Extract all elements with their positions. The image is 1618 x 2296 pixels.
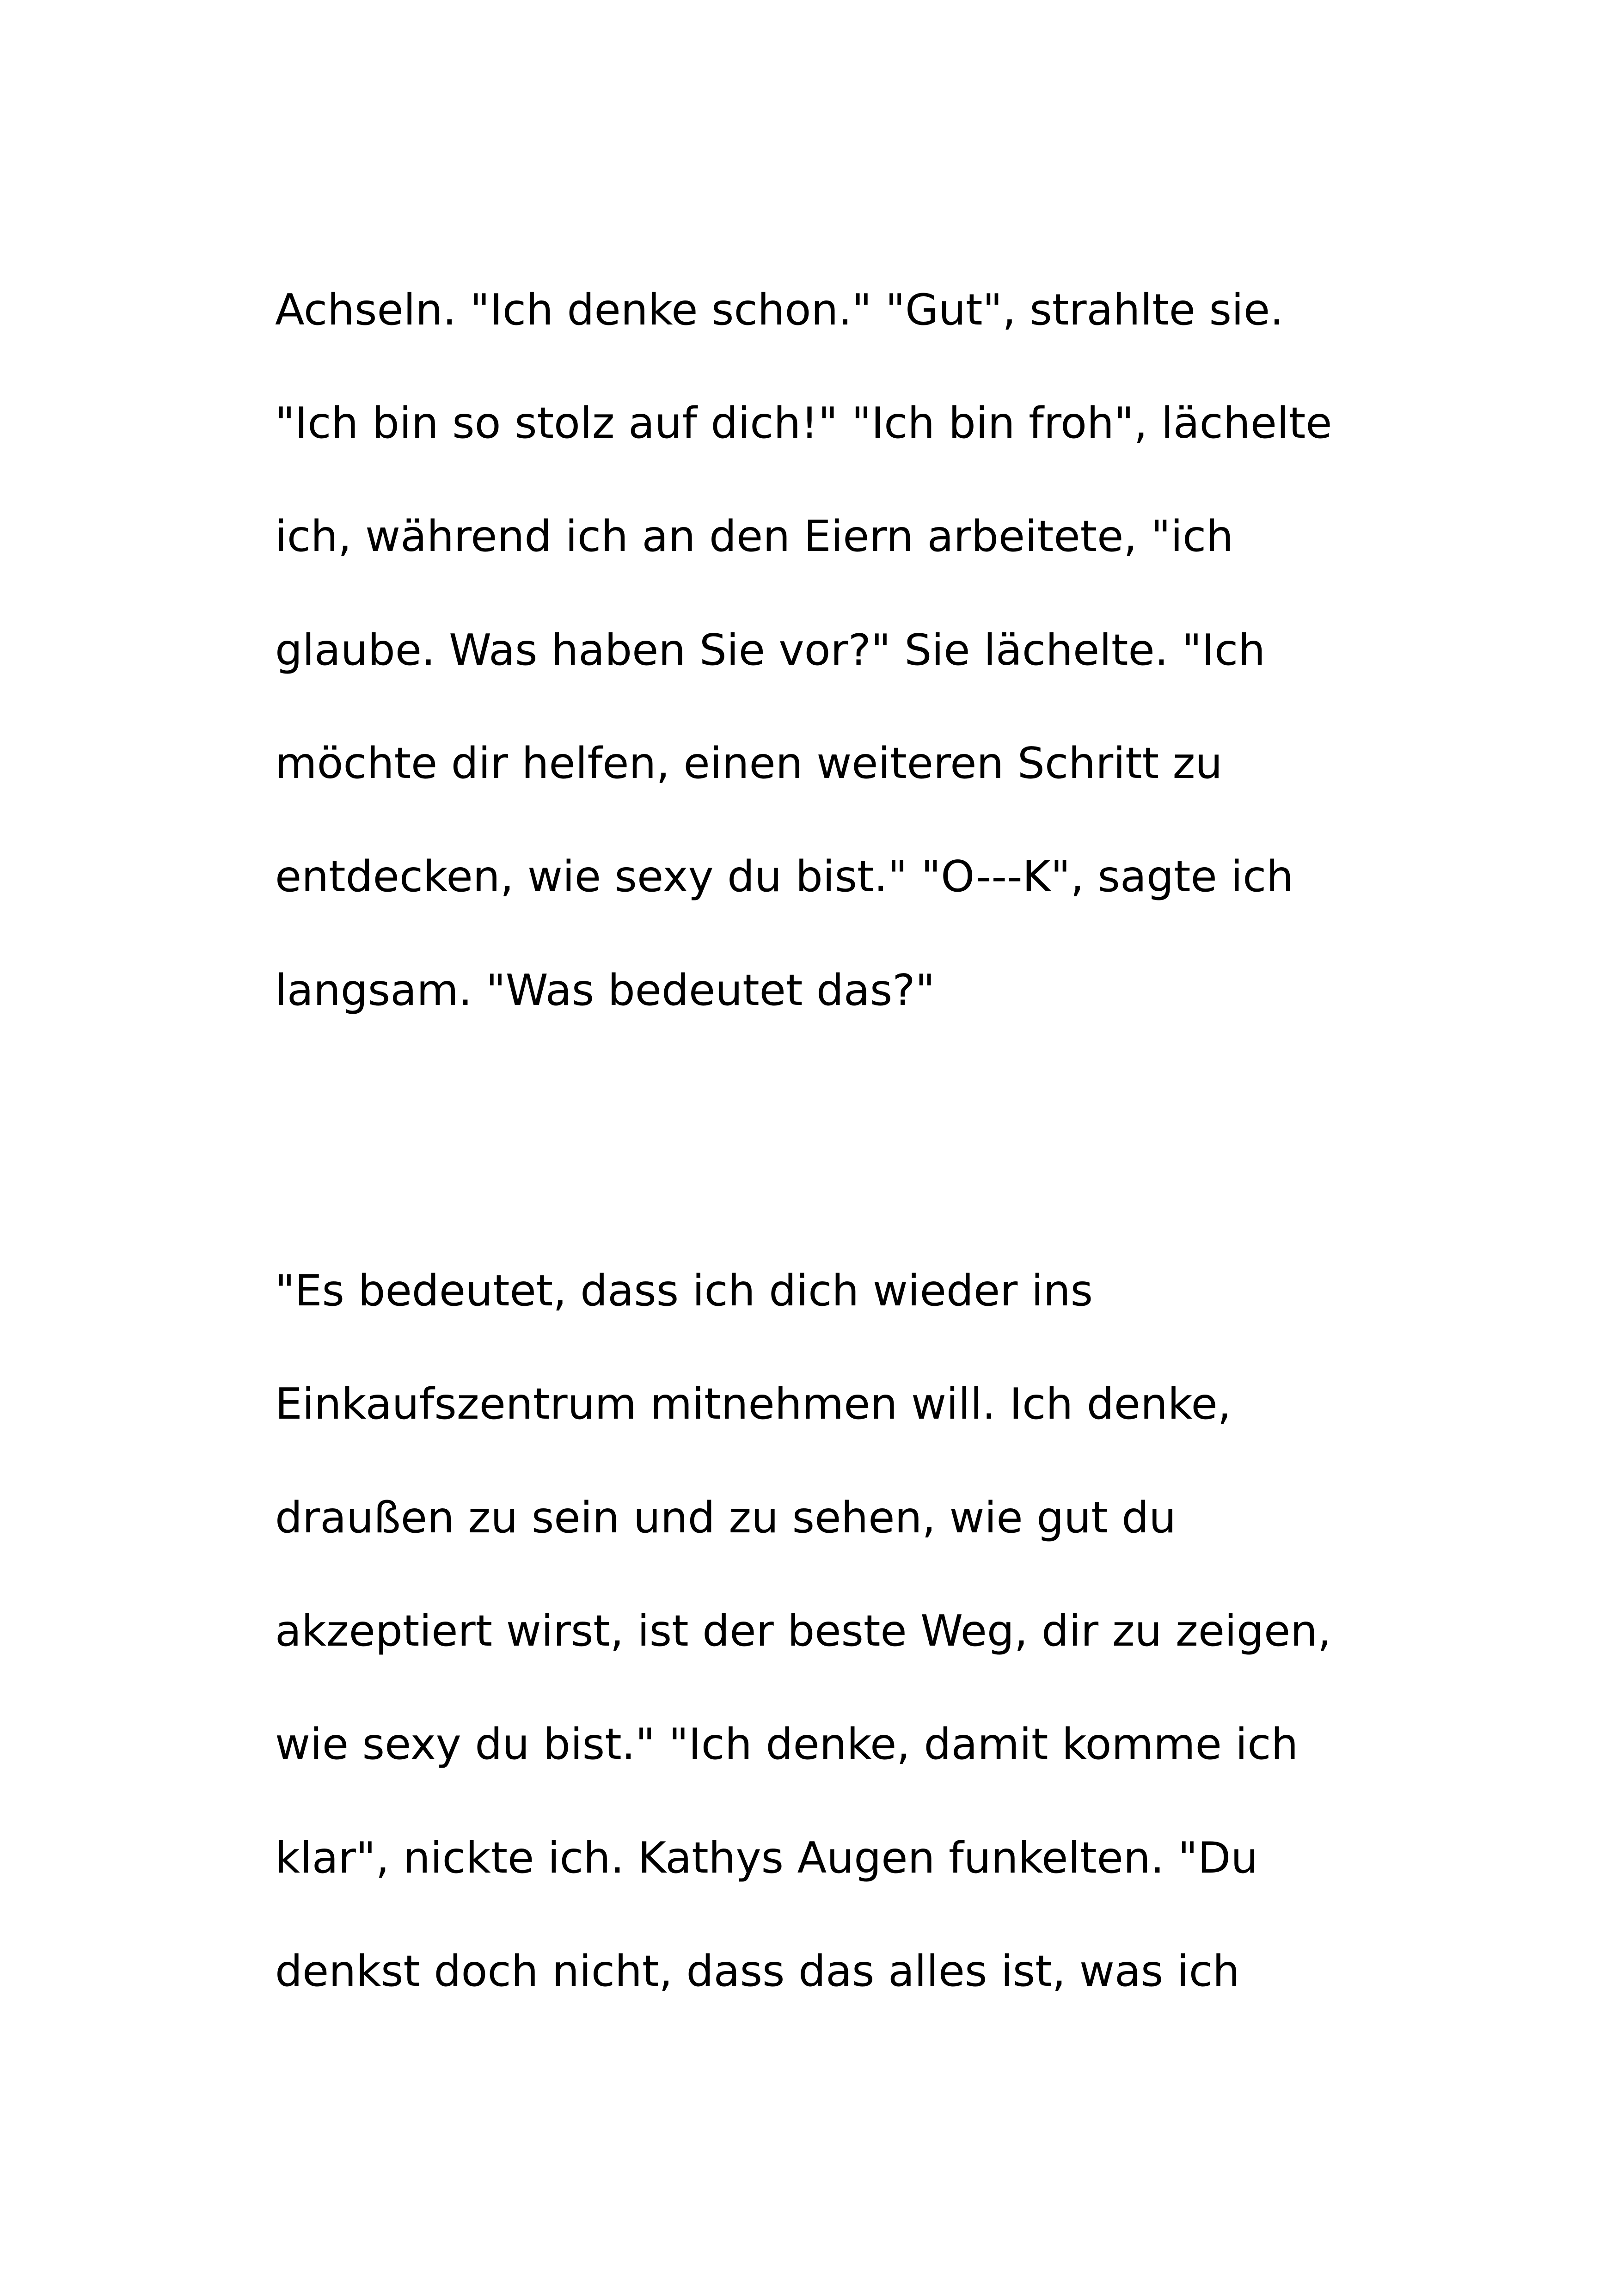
text-line: klar", nickte ich. Kathys Augen funkelten. "Du <box>275 1833 1258 1883</box>
text-line: wie sexy du bist." "Ich denke, damit komme ich <box>275 1719 1299 1769</box>
text-line: Einkaufszentrum mitnehmen will. Ich denke, <box>275 1379 1232 1429</box>
text-line: Achseln. "Ich denke schon." "Gut", strahlte sie. <box>275 285 1284 335</box>
text-line: draußen zu sein und zu sehen, wie gut du <box>275 1493 1177 1543</box>
text-line: akzeptiert wirst, ist der beste Weg, dir zu zeigen, <box>275 1606 1331 1656</box>
text-line: möchte dir helfen, einen weiteren Schritt zu <box>275 738 1223 788</box>
text-line: glaube. Was haben Sie vor?" Sie lächelte. "Ich <box>275 625 1266 675</box>
text-line: ich, während ich an den Eiern arbeitete, "ich <box>275 511 1234 561</box>
text-line: "Es bedeutet, dass ich dich wieder ins <box>275 1266 1093 1316</box>
text-line: entdecken, wie sexy du bist." "O---K", sagte ich <box>275 851 1294 901</box>
text-line: "Ich bin so stolz auf dich!" "Ich bin froh", lächelte <box>275 398 1332 448</box>
text-line: denkst doch nicht, dass das alles ist, was ich <box>275 1946 1240 1996</box>
text-line: langsam. "Was bedeutet das?" <box>275 965 935 1015</box>
